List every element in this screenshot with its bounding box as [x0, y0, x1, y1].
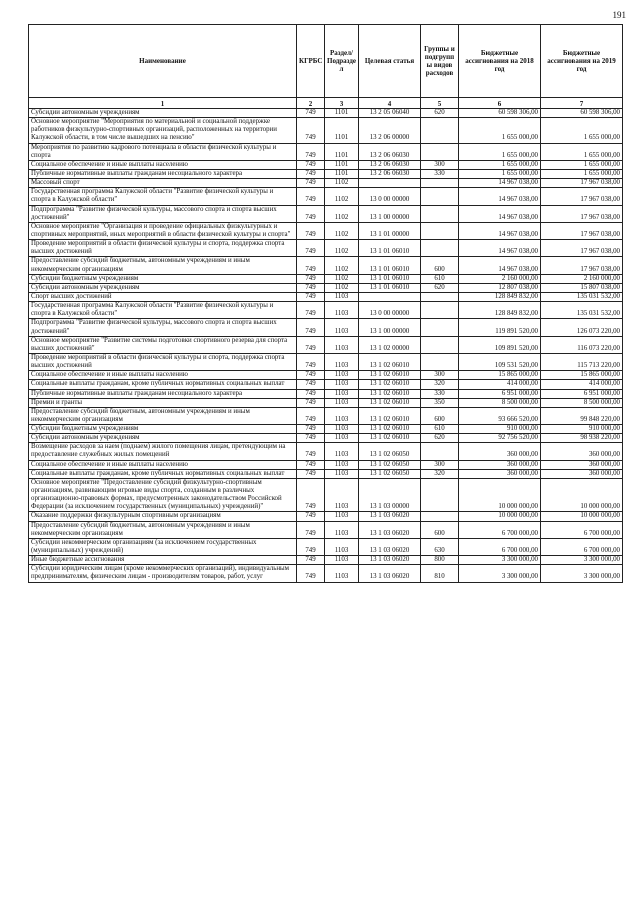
table-row	[29, 380, 623, 389]
row-amount-2019: 6 700 000,00	[541, 521, 623, 538]
row-article	[359, 179, 421, 188]
row-kgrbs: 749	[297, 460, 325, 469]
column-number: 2	[297, 98, 325, 109]
row-group: 610	[421, 274, 459, 283]
row-section: 1102	[325, 274, 359, 283]
row-article: 13 1 02 06010	[359, 380, 421, 389]
row-name: Субсидии бюджетным учреждениям	[29, 425, 297, 434]
row-amount-2018: 119 891 520,00	[459, 319, 541, 336]
column-number: 5	[421, 98, 459, 109]
row-name: Предоставление субсидий бюджетным, автономным учреждениям и иным некоммерческим организациям	[29, 407, 297, 424]
header-row	[29, 25, 623, 98]
row-group: 600	[421, 521, 459, 538]
row-group	[421, 443, 459, 460]
row-name: Субсидии автономным учреждениям	[29, 434, 297, 443]
row-amount-2019: 135 031 532,00	[541, 292, 623, 301]
row-kgrbs: 749	[297, 380, 325, 389]
table-row	[29, 188, 623, 205]
header-2019: Бюджетные ассигнования на 2019 год	[541, 25, 623, 98]
row-article: 13 0 00 00000	[359, 302, 421, 319]
row-section: 1102	[325, 188, 359, 205]
row-group	[421, 302, 459, 319]
row-kgrbs: 749	[297, 257, 325, 274]
row-amount-2019: 115 713 220,00	[541, 353, 623, 370]
row-article: 13 1 01 06010	[359, 240, 421, 257]
row-amount-2018: 6 951 000,00	[459, 389, 541, 398]
row-kgrbs: 749	[297, 179, 325, 188]
row-group	[421, 240, 459, 257]
row-group	[421, 143, 459, 160]
row-section: 1102	[325, 222, 359, 239]
row-article: 13 1 01 06010	[359, 283, 421, 292]
row-amount-2018: 109 891 520,00	[459, 336, 541, 353]
row-group: 320	[421, 380, 459, 389]
row-kgrbs: 749	[297, 188, 325, 205]
row-name: Государственная программа Калужской области "Развитие физической культуры и спорта в Калужской области"	[29, 188, 297, 205]
table-row	[29, 336, 623, 353]
row-kgrbs: 749	[297, 319, 325, 336]
row-section: 1101	[325, 160, 359, 169]
row-section: 1103	[325, 407, 359, 424]
row-article: 13 2 06 06030	[359, 160, 421, 169]
row-amount-2018: 1 655 000,00	[459, 160, 541, 169]
row-amount-2018: 3 300 000,00	[459, 565, 541, 582]
column-number: 6	[459, 98, 541, 109]
row-amount-2018: 1 655 000,00	[459, 143, 541, 160]
table-row	[29, 398, 623, 407]
row-group	[421, 179, 459, 188]
row-amount-2018: 1 655 000,00	[459, 118, 541, 143]
row-section: 1102	[325, 240, 359, 257]
row-amount-2018: 92 756 520,00	[459, 434, 541, 443]
row-amount-2019: 8 500 000,00	[541, 398, 623, 407]
row-section: 1103	[325, 556, 359, 565]
row-section: 1103	[325, 292, 359, 301]
row-amount-2018: 14 967 038,00	[459, 205, 541, 222]
table-row	[29, 257, 623, 274]
row-amount-2019: 2 160 000,00	[541, 274, 623, 283]
row-name: Возмещение расходов за наем (поднаем) жилого помещения лицам, претендующим на предоставление служебных жилых помещений	[29, 443, 297, 460]
budget-table	[28, 24, 623, 583]
row-article: 13 1 02 06010	[359, 425, 421, 434]
table-row	[29, 274, 623, 283]
row-article: 13 1 03 06020	[359, 565, 421, 582]
row-kgrbs: 749	[297, 274, 325, 283]
row-group: 300	[421, 160, 459, 169]
row-name: Подпрограмма "Развитие физической культуры, массового спорта и спорта высших достижений"	[29, 319, 297, 336]
column-number-row	[29, 98, 623, 109]
row-group	[421, 188, 459, 205]
row-article: 13 2 05 06040	[359, 109, 421, 118]
row-section: 1102	[325, 283, 359, 292]
row-amount-2019: 360 000,00	[541, 460, 623, 469]
table-row	[29, 371, 623, 380]
row-group	[421, 512, 459, 521]
row-kgrbs: 749	[297, 398, 325, 407]
row-kgrbs: 749	[297, 160, 325, 169]
table-row	[29, 302, 623, 319]
row-kgrbs: 749	[297, 143, 325, 160]
row-group: 350	[421, 398, 459, 407]
table-row	[29, 353, 623, 370]
row-article: 13 1 03 06020	[359, 538, 421, 555]
row-group: 610	[421, 425, 459, 434]
row-name: Предоставление субсидий бюджетным, автономным учреждениям и иным некоммерческим организациям	[29, 257, 297, 274]
row-group: 620	[421, 434, 459, 443]
row-name: Проведение мероприятий в области физической культуры и спорта, поддержка спорта высших достижений	[29, 353, 297, 370]
row-group: 620	[421, 283, 459, 292]
row-article: 13 1 02 06010	[359, 407, 421, 424]
row-kgrbs: 749	[297, 478, 325, 512]
row-group: 330	[421, 389, 459, 398]
row-group	[421, 336, 459, 353]
row-kgrbs: 749	[297, 109, 325, 118]
row-name: Премии и гранты	[29, 398, 297, 407]
row-kgrbs: 749	[297, 443, 325, 460]
row-section: 1101	[325, 109, 359, 118]
row-amount-2019: 1 655 000,00	[541, 160, 623, 169]
row-article: 13 1 03 06020	[359, 521, 421, 538]
row-amount-2018: 109 531 520,00	[459, 353, 541, 370]
page-number: 191	[612, 10, 626, 20]
row-section: 1103	[325, 443, 359, 460]
row-group	[421, 118, 459, 143]
row-amount-2019: 1 655 000,00	[541, 143, 623, 160]
row-name: Публичные нормативные выплаты гражданам несоциального характера	[29, 389, 297, 398]
row-amount-2019: 17 967 038,00	[541, 257, 623, 274]
row-amount-2019: 17 967 038,00	[541, 179, 623, 188]
table-row	[29, 179, 623, 188]
row-kgrbs: 749	[297, 469, 325, 478]
row-amount-2018: 14 967 038,00	[459, 240, 541, 257]
row-name: Основное мероприятие "Развитие системы подготовки спортивного резерва для спорта высших достижений"	[29, 336, 297, 353]
row-article: 13 2 06 06030	[359, 143, 421, 160]
row-name: Субсидии некоммерческим организациям (за исключением государственных (муниципальных) учреждений)	[29, 538, 297, 555]
table-row	[29, 205, 623, 222]
row-section: 1103	[325, 398, 359, 407]
table-row	[29, 443, 623, 460]
row-amount-2018: 10 000 000,00	[459, 512, 541, 521]
row-section: 1103	[325, 353, 359, 370]
row-amount-2019: 6 700 000,00	[541, 538, 623, 555]
row-article	[359, 292, 421, 301]
header-kgrbs: КГРБС	[297, 25, 325, 98]
table-row	[29, 292, 623, 301]
row-group: 810	[421, 565, 459, 582]
table-row	[29, 538, 623, 555]
row-amount-2018: 6 700 000,00	[459, 538, 541, 555]
row-group: 300	[421, 460, 459, 469]
row-name: Субсидии автономным учреждениям	[29, 109, 297, 118]
row-name: Социальные выплаты гражданам, кроме публичных нормативных социальных выплат	[29, 380, 297, 389]
row-section: 1103	[325, 336, 359, 353]
row-group	[421, 292, 459, 301]
row-section: 1103	[325, 434, 359, 443]
header-name: Наименование	[29, 25, 297, 98]
row-kgrbs: 749	[297, 118, 325, 143]
row-article: 13 1 02 06010	[359, 353, 421, 370]
column-number: 7	[541, 98, 623, 109]
row-section: 1103	[325, 389, 359, 398]
table-row	[29, 169, 623, 178]
row-name: Иные бюджетные ассигнования	[29, 556, 297, 565]
row-section: 1103	[325, 380, 359, 389]
row-kgrbs: 749	[297, 283, 325, 292]
row-amount-2019: 360 000,00	[541, 469, 623, 478]
row-section: 1103	[325, 425, 359, 434]
table-row	[29, 143, 623, 160]
row-section: 1101	[325, 169, 359, 178]
row-name: Подпрограмма "Развитие физической культуры, массового спорта и спорта высших достижений"	[29, 205, 297, 222]
row-section: 1103	[325, 512, 359, 521]
row-group	[421, 319, 459, 336]
row-kgrbs: 749	[297, 565, 325, 582]
row-kgrbs: 749	[297, 292, 325, 301]
row-amount-2018: 3 300 000,00	[459, 556, 541, 565]
row-name: Государственная программа Калужской области "Развитие физической культуры и спорта в Калужской области"	[29, 302, 297, 319]
row-section: 1101	[325, 143, 359, 160]
row-kgrbs: 749	[297, 538, 325, 555]
row-section: 1102	[325, 257, 359, 274]
row-group: 620	[421, 109, 459, 118]
row-article: 13 1 01 06010	[359, 257, 421, 274]
column-number: 3	[325, 98, 359, 109]
row-amount-2019: 99 848 220,00	[541, 407, 623, 424]
row-section: 1103	[325, 469, 359, 478]
row-article: 13 1 02 06010	[359, 434, 421, 443]
row-name: Социальное обеспечение и иные выплаты населению	[29, 160, 297, 169]
row-kgrbs: 749	[297, 521, 325, 538]
header-section: Раздел/ Подразде л	[325, 25, 359, 98]
row-amount-2018: 14 967 038,00	[459, 222, 541, 239]
row-section: 1103	[325, 565, 359, 582]
row-amount-2018: 6 700 000,00	[459, 521, 541, 538]
row-section: 1103	[325, 521, 359, 538]
table-row	[29, 319, 623, 336]
row-section: 1103	[325, 302, 359, 319]
row-amount-2019: 1 655 000,00	[541, 118, 623, 143]
row-amount-2018: 12 807 038,00	[459, 283, 541, 292]
row-amount-2018: 360 000,00	[459, 443, 541, 460]
table-row	[29, 407, 623, 424]
table-row	[29, 434, 623, 443]
row-section: 1101	[325, 118, 359, 143]
row-article: 13 2 06 06030	[359, 169, 421, 178]
row-name: Публичные нормативные выплаты гражданам несоциального характера	[29, 169, 297, 178]
row-amount-2018: 128 849 832,00	[459, 292, 541, 301]
row-name: Оказание поддержки физкультурным спортивным организациям	[29, 512, 297, 521]
row-amount-2018: 360 000,00	[459, 469, 541, 478]
row-section: 1102	[325, 205, 359, 222]
row-amount-2019: 3 300 000,00	[541, 556, 623, 565]
row-kgrbs: 749	[297, 336, 325, 353]
row-article: 13 1 02 06010	[359, 398, 421, 407]
row-amount-2019: 15 865 000,00	[541, 371, 623, 380]
row-article: 13 2 06 00000	[359, 118, 421, 143]
row-amount-2019: 135 031 532,00	[541, 302, 623, 319]
row-amount-2019: 10 000 000,00	[541, 512, 623, 521]
row-article: 13 1 02 06050	[359, 443, 421, 460]
table-row	[29, 425, 623, 434]
row-amount-2018: 8 500 000,00	[459, 398, 541, 407]
row-amount-2018: 60 598 306,00	[459, 109, 541, 118]
row-kgrbs: 749	[297, 389, 325, 398]
row-name: Основное мероприятие "Организация и проведение официальных физкультурных и спортивных мероприятий, иных мероприятий в области физической культуры и спорта"	[29, 222, 297, 239]
row-name: Предоставление субсидий бюджетным, автономным учреждениям и иным некоммерческим организациям	[29, 521, 297, 538]
row-section: 1103	[325, 460, 359, 469]
row-amount-2018: 10 000 000,00	[459, 478, 541, 512]
row-amount-2018: 93 666 520,00	[459, 407, 541, 424]
row-group: 630	[421, 538, 459, 555]
row-article: 13 1 00 00000	[359, 205, 421, 222]
table-row	[29, 160, 623, 169]
table-row	[29, 460, 623, 469]
row-name: Мероприятия по развитию кадрового потенциала в области физической культуры и спорта	[29, 143, 297, 160]
row-article: 13 1 01 00000	[359, 222, 421, 239]
row-amount-2019: 116 073 220,00	[541, 336, 623, 353]
row-amount-2018: 14 967 038,00	[459, 179, 541, 188]
column-number: 1	[29, 98, 297, 109]
row-kgrbs: 749	[297, 434, 325, 443]
header-article: Целевая статья	[359, 25, 421, 98]
row-name: Основное мероприятие "Мероприятия по материальной и социальной поддержке работников физкультурно-спортивных организаций, расположенных на территории Калужской области, в том числе вышедших на пенсию"	[29, 118, 297, 143]
row-section: 1103	[325, 478, 359, 512]
row-amount-2019: 3 300 000,00	[541, 565, 623, 582]
row-amount-2018: 14 967 038,00	[459, 188, 541, 205]
row-amount-2018: 910 000,00	[459, 425, 541, 434]
table-row	[29, 556, 623, 565]
row-name: Субсидии юридическим лицам (кроме некоммерческих организаций), индивидуальным предпринимателям, физическим лицам - производителям товаров, работ, услуг	[29, 565, 297, 582]
row-amount-2019: 60 598 306,00	[541, 109, 623, 118]
row-amount-2019: 15 807 038,00	[541, 283, 623, 292]
row-kgrbs: 749	[297, 240, 325, 257]
row-group: 600	[421, 407, 459, 424]
row-amount-2018: 414 000,00	[459, 380, 541, 389]
row-amount-2018: 1 655 000,00	[459, 169, 541, 178]
row-amount-2019: 17 967 038,00	[541, 205, 623, 222]
row-group	[421, 222, 459, 239]
row-section: 1103	[325, 538, 359, 555]
row-kgrbs: 749	[297, 407, 325, 424]
row-kgrbs: 749	[297, 222, 325, 239]
row-kgrbs: 749	[297, 353, 325, 370]
row-section: 1103	[325, 371, 359, 380]
row-article: 13 1 02 06010	[359, 371, 421, 380]
row-amount-2019: 360 000,00	[541, 443, 623, 460]
table-row	[29, 469, 623, 478]
row-name: Субсидии автономным учреждениям	[29, 283, 297, 292]
row-name: Проведение мероприятий в области физической культуры и спорта, поддержка спорта высших достижений	[29, 240, 297, 257]
row-group	[421, 205, 459, 222]
row-amount-2018: 2 160 000,00	[459, 274, 541, 283]
row-article: 13 1 03 00000	[359, 478, 421, 512]
column-number: 4	[359, 98, 421, 109]
row-name: Социальное обеспечение и иные выплаты населению	[29, 371, 297, 380]
row-name: Спорт высших достижений	[29, 292, 297, 301]
row-amount-2018: 360 000,00	[459, 460, 541, 469]
row-name: Основное мероприятие "Предоставление субсидий физкультурно-спортивным организациям, развивающим игровые виды спорта, созданным в различных организационно-правовых формах, предусмотренных законодательством Российской Федерации (за исключением государственных (муниципальных) учреждений)"	[29, 478, 297, 512]
row-group	[421, 353, 459, 370]
row-kgrbs: 749	[297, 371, 325, 380]
row-amount-2019: 17 967 038,00	[541, 188, 623, 205]
row-section: 1102	[325, 179, 359, 188]
table-row	[29, 283, 623, 292]
row-article: 13 1 02 06050	[359, 460, 421, 469]
row-article: 13 1 03 06020	[359, 556, 421, 565]
table-row	[29, 565, 623, 582]
table-row	[29, 240, 623, 257]
row-kgrbs: 749	[297, 425, 325, 434]
row-kgrbs: 749	[297, 556, 325, 565]
header-group: Группы и подгрупп ы видов расходов	[421, 25, 459, 98]
table-row	[29, 222, 623, 239]
row-group: 320	[421, 469, 459, 478]
table-row	[29, 109, 623, 118]
row-amount-2018: 15 865 000,00	[459, 371, 541, 380]
table-row	[29, 521, 623, 538]
row-amount-2019: 17 967 038,00	[541, 240, 623, 257]
row-group: 600	[421, 257, 459, 274]
row-section: 1103	[325, 319, 359, 336]
row-group	[421, 478, 459, 512]
row-kgrbs: 749	[297, 302, 325, 319]
row-name: Социальные выплаты гражданам, кроме публичных нормативных социальных выплат	[29, 469, 297, 478]
row-article: 13 1 02 06010	[359, 389, 421, 398]
row-kgrbs: 749	[297, 169, 325, 178]
row-name: Субсидии бюджетным учреждениям	[29, 274, 297, 283]
row-kgrbs: 749	[297, 512, 325, 521]
row-amount-2019: 17 967 038,00	[541, 222, 623, 239]
row-name: Массовый спорт	[29, 179, 297, 188]
row-amount-2019: 98 938 220,00	[541, 434, 623, 443]
row-name: Социальное обеспечение и иные выплаты населению	[29, 460, 297, 469]
row-group: 300	[421, 371, 459, 380]
row-amount-2019: 414 000,00	[541, 380, 623, 389]
table-row	[29, 389, 623, 398]
row-article: 13 1 00 00000	[359, 319, 421, 336]
row-article: 13 0 00 00000	[359, 188, 421, 205]
row-amount-2018: 14 967 038,00	[459, 257, 541, 274]
row-group: 800	[421, 556, 459, 565]
table-row	[29, 512, 623, 521]
row-amount-2019: 126 073 220,00	[541, 319, 623, 336]
row-kgrbs: 749	[297, 205, 325, 222]
row-article: 13 1 02 00000	[359, 336, 421, 353]
header-2018: Бюджетные ассигнования на 2018 год	[459, 25, 541, 98]
row-article: 13 1 01 06010	[359, 274, 421, 283]
row-article: 13 1 02 06050	[359, 469, 421, 478]
table-row	[29, 118, 623, 143]
row-article: 13 1 03 06020	[359, 512, 421, 521]
row-amount-2018: 128 849 832,00	[459, 302, 541, 319]
row-amount-2019: 1 655 000,00	[541, 169, 623, 178]
row-amount-2019: 910 000,00	[541, 425, 623, 434]
table-row	[29, 478, 623, 512]
row-amount-2019: 10 000 000,00	[541, 478, 623, 512]
row-amount-2019: 6 951 000,00	[541, 389, 623, 398]
row-group: 330	[421, 169, 459, 178]
